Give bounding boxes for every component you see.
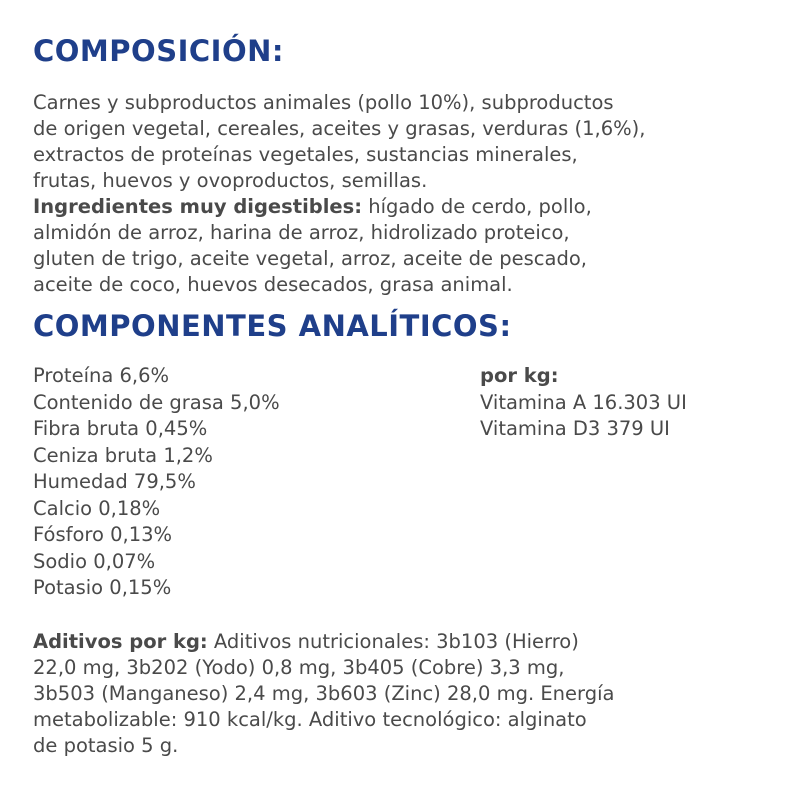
analytic-item: Sodio 0,07% xyxy=(33,549,156,573)
aditivos-first-text: Aditivos nutricionales: 3b103 (Hierro) xyxy=(207,630,579,653)
composicion-line: frutas, huevos y ovoproductos, semillas. xyxy=(33,169,428,192)
vitamin-item: Vitamina D3 379 UI xyxy=(480,417,670,440)
vitamins-header: por kg: xyxy=(480,364,559,387)
aditivos-label: Aditivos por kg: xyxy=(33,630,208,653)
aditivos-line: 22,0 mg, 3b202 (Yodo) 0,8 mg, 3b405 (Cobre) 3,3 mg, xyxy=(33,656,565,679)
analytic-item: Proteína 6,6% xyxy=(33,364,170,387)
composicion-line: Carnes y subproductos animales (pollo 10%), subproductos xyxy=(33,91,614,114)
analytic-item: Ceniza bruta 1,2% xyxy=(33,443,213,467)
aditivos-line: 3b503 (Manganeso) 2,4 mg, 3b603 (Zinc) 28,0 mg. Energía xyxy=(33,682,615,705)
aditivos-line: de potasio 5 g. xyxy=(33,734,179,757)
aditivos-line: metabolizable: 910 kcal/kg. Aditivo tecnológico: alginato xyxy=(33,708,587,731)
analytic-item: Humedad 79,5% xyxy=(33,470,196,493)
composicion-line: extractos de proteínas vegetales, sustancias minerales, xyxy=(33,143,578,166)
analytic-item: Contenido de grasa 5,0% xyxy=(33,390,280,414)
aditivos-text xyxy=(33,629,614,759)
analytic-item: Calcio 0,18% xyxy=(33,496,161,520)
composicion-heading: COMPOSICIÓN: xyxy=(33,34,284,68)
digestible-label: Ingredientes muy digestibles: xyxy=(33,195,363,218)
digestible-first-text: hígado de cerdo, pollo, xyxy=(362,195,592,218)
aditivos-first-line xyxy=(33,629,614,655)
composicion-text xyxy=(33,90,645,298)
vitamins-list xyxy=(480,363,687,443)
analytic-components-list xyxy=(33,363,280,602)
analytic-item: Fibra bruta 0,45% xyxy=(33,417,208,440)
digestible-line: almidón de arroz, harina de arroz, hidrolizado proteico, xyxy=(33,221,570,244)
analytic-item: Fósforo 0,13% xyxy=(33,523,173,546)
analytic-item: Potasio 0,15% xyxy=(33,576,172,599)
digestible-first-line xyxy=(33,194,645,220)
componentes-heading: COMPONENTES ANALÍTICOS: xyxy=(33,309,512,343)
digestible-line: gluten de trigo, aceite vegetal, arroz, aceite de pescado, xyxy=(33,247,587,270)
digestible-line: aceite de coco, huevos desecados, grasa animal. xyxy=(33,273,513,296)
composicion-line: de origen vegetal, cereales, aceites y grasas, verduras (1,6%), xyxy=(33,117,646,140)
vitamin-item: Vitamina A 16.303 UI xyxy=(480,390,687,414)
